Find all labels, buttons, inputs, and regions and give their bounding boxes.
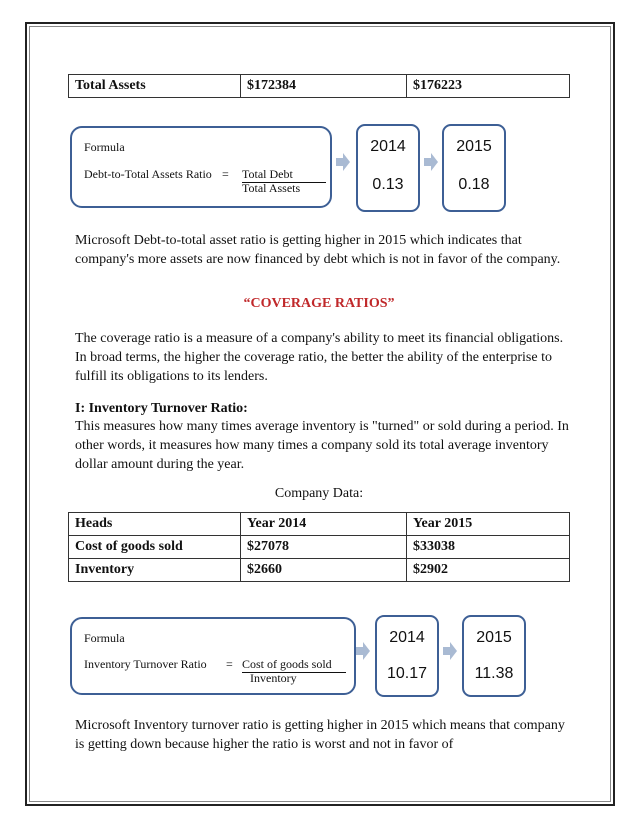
table-cell: Cost of goods sold xyxy=(69,536,241,559)
inventory-2014-box xyxy=(375,615,439,697)
ratio-value: 0.18 xyxy=(458,176,490,193)
company-data-label: Company Data: xyxy=(274,486,364,501)
debt-2015-box xyxy=(442,124,506,212)
assets-2015-cell: $176223 xyxy=(407,75,570,98)
formula-denominator: Total Assets xyxy=(242,181,301,195)
inventory-conclusion: Microsoft Inventory turnover ratio is getting higher in 2015 which means that company is getting down because higher the ratio is worst and not in favor of xyxy=(75,718,565,752)
formula-equals: = xyxy=(222,167,229,181)
header-cell: Year 2015 xyxy=(407,513,570,536)
year-label: 2014 xyxy=(370,138,406,155)
inventory-2015-box xyxy=(462,615,526,697)
header-cell: Heads xyxy=(69,513,241,536)
year-label: 2015 xyxy=(476,629,512,646)
ratio-value: 10.17 xyxy=(386,665,428,682)
formula-title: Formula xyxy=(84,631,125,645)
table-row xyxy=(69,536,570,559)
inventory-formula-box xyxy=(70,617,356,695)
debt-2014-box xyxy=(356,124,420,212)
formula-lhs: Debt-to-Total Assets Ratio xyxy=(84,167,212,181)
year-label: 2014 xyxy=(389,629,425,646)
table-row xyxy=(69,75,570,98)
table-cell: $33038 xyxy=(407,536,570,559)
formula-title: Formula xyxy=(84,140,125,154)
total-assets-table xyxy=(68,74,570,98)
formula-equals: = xyxy=(226,657,233,671)
year-label: 2015 xyxy=(456,138,492,155)
ratio-value: 0.13 xyxy=(372,176,404,193)
coverage-heading: “COVERAGE RATIOS” xyxy=(243,296,395,311)
inventory-paragraph: This measures how many times average inventory is "turned" or sold during a period. In other words, it measures how many times a company sold its total average inventory dollar amount during the year. xyxy=(75,419,569,472)
assets-2014-cell: $172384 xyxy=(241,75,407,98)
table-cell: Inventory xyxy=(69,559,241,582)
formula-lhs: Inventory Turnover Ratio xyxy=(84,657,207,671)
header-cell: Year 2014 xyxy=(241,513,407,536)
company-data-table xyxy=(68,512,570,582)
debt-paragraph: Microsoft Debt-to-total asset ratio is getting higher in 2015 which indicates that company's more assets are now financed by debt which is not in favor of the company. xyxy=(75,233,561,267)
formula-denominator: Inventory xyxy=(250,671,297,685)
table-header-row xyxy=(69,513,570,536)
table-row xyxy=(69,559,570,582)
arrow-right-icon xyxy=(336,153,350,171)
arrow-right-icon xyxy=(443,642,457,660)
debt-formula-box xyxy=(70,126,332,208)
inventory-heading: I: Inventory Turnover Ratio: xyxy=(75,401,248,416)
table-cell: $2660 xyxy=(241,559,407,582)
ratio-value: 11.38 xyxy=(474,665,514,682)
arrow-right-icon xyxy=(424,153,438,171)
table-cell: $27078 xyxy=(241,536,407,559)
arrow-right-icon xyxy=(356,642,370,660)
assets-label-cell: Total Assets xyxy=(69,75,241,98)
formula-numerator: Cost of goods sold xyxy=(242,657,346,673)
formula-numerator: Total Debt xyxy=(242,167,326,183)
coverage-paragraph: The coverage ratio is a measure of a company's ability to meet its financial obligations. In broad terms, the higher the coverage ratio, the better the ability of the enterprise to fulfill its obligations to its lenders. xyxy=(75,331,564,384)
table-cell: $2902 xyxy=(407,559,570,582)
